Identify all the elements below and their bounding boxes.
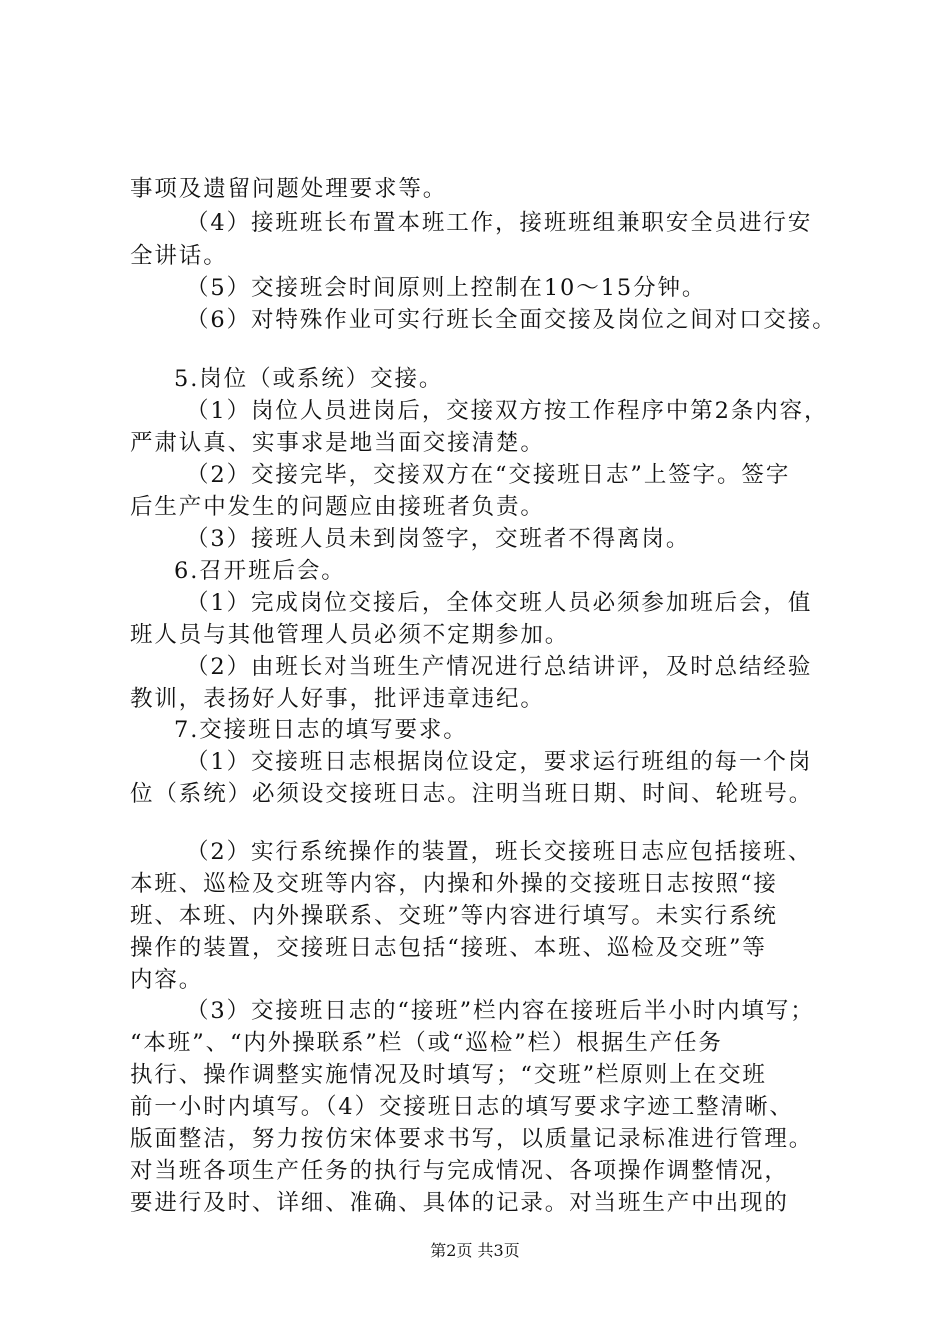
paragraph-line: （1）岗位人员进岗后，交接双方按工作程序中第2条内容， xyxy=(186,398,829,424)
section-heading: 5.岗位（或系统）交接。 xyxy=(174,366,444,392)
paragraph-line: 前一小时内填写。（4）交接班日志的填写要求字迹工整清晰、 xyxy=(130,1094,794,1120)
paragraph-line: （1）完成岗位交接后，全体交班人员必须参加班后会，值 xyxy=(186,590,813,616)
page-number: 第2页 共3页 xyxy=(430,1241,520,1260)
paragraph-line: （2）实行系统操作的装置，班长交接班日志应包括接班、 xyxy=(186,839,813,865)
paragraph-line: 要进行及时、详细、准确、具体的记录。对当班生产中出现的 xyxy=(130,1190,789,1216)
paragraph-line: 班人员与其他管理人员必须不定期参加。 xyxy=(130,622,570,648)
paragraph-line: 严肃认真、实事求是地当面交接清楚。 xyxy=(130,430,545,456)
paragraph-line: （3）交接班日志的“接班”栏内容在接班后半小时内填写； xyxy=(186,998,815,1024)
paragraph-line: 后生产中发生的问题应由接班者负责。 xyxy=(130,494,545,520)
paragraph-line: 版面整洁，努力按仿宋体要求书写，以质量记录标准进行管理。 xyxy=(130,1126,814,1152)
paragraph-line: 内容。 xyxy=(130,967,204,993)
paragraph-line: 班、本班、内外操联系、交班”等内容进行填写。未实行系统 xyxy=(130,903,778,929)
paragraph-line: 位（系统）必须设交接班日志。注明当班日期、时间、轮班号。 xyxy=(130,781,814,807)
paragraph-line: 全讲话。 xyxy=(130,243,228,269)
paragraph-line: （4）接班班长布置本班工作，接班班组兼职安全员进行安 xyxy=(186,210,813,236)
paragraph-line: “本班”、“内外操联系”栏（或“巡检”栏）根据生产任务 xyxy=(130,1030,723,1056)
section-heading: 7.交接班日志的填写要求。 xyxy=(174,717,468,743)
paragraph-line: 事项及遗留问题处理要求等。 xyxy=(130,176,448,202)
paragraph-line: （3）接班人员未到岗签字，交班者不得离岗。 xyxy=(186,526,691,552)
paragraph-line: （5）交接班会时间原则上控制在10～15分钟。 xyxy=(186,275,707,301)
paragraph-line: （1）交接班日志根据岗位设定，要求运行班组的每一个岗 xyxy=(186,749,813,775)
paragraph-line: （2）交接完毕，交接双方在“交接班日志”上签字。签字 xyxy=(186,462,791,488)
paragraph-line: 操作的装置，交接班日志包括“接班、本班、巡检及交班”等 xyxy=(130,935,767,961)
paragraph-line: 对当班各项生产任务的执行与完成情况、各项操作调整情况， xyxy=(130,1158,789,1184)
paragraph-line: 教训，表扬好人好事，批评违章违纪。 xyxy=(130,686,545,712)
paragraph-line: 本班、巡检及交班等内容，内操和外操的交接班日志按照“接 xyxy=(130,871,778,897)
paragraph-line: （2）由班长对当班生产情况进行总结讲评，及时总结经验 xyxy=(186,654,813,680)
paragraph-line: 执行、操作调整实施情况及时填写；“交班”栏原则上在交班 xyxy=(130,1062,767,1088)
section-heading: 6.召开班后会。 xyxy=(174,558,346,584)
paragraph-line: （6）对特殊作业可实行班长全面交接及岗位之间对口交接。 xyxy=(186,307,837,333)
